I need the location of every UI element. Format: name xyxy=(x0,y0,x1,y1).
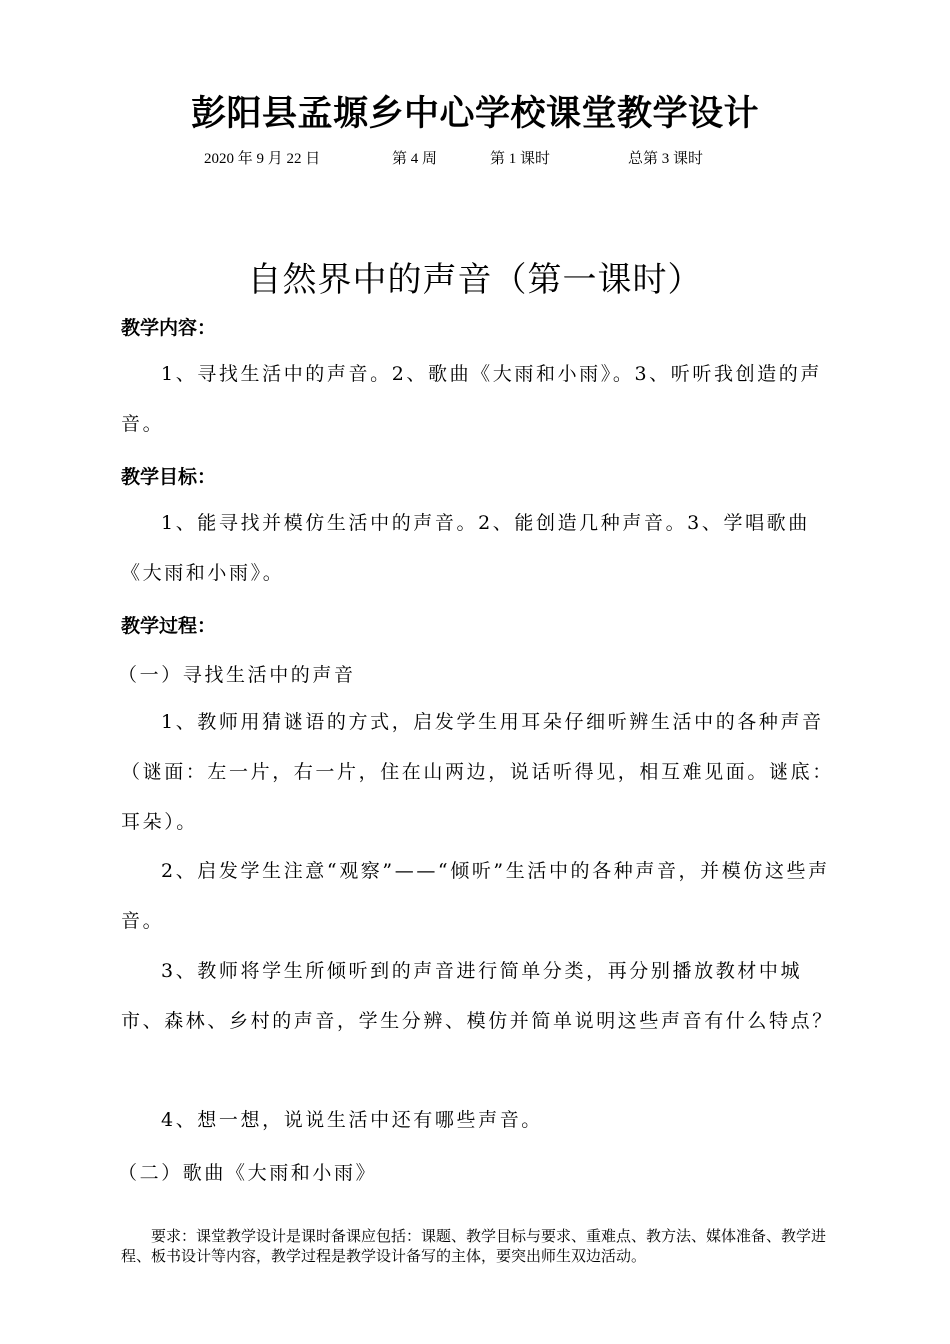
step-2-text: 2、启发学生注意“观察”——“倾听”生活中的各种声音，并模仿这些声音。 xyxy=(121,860,830,932)
lesson-title: 自然界中的声音（第一课时） xyxy=(247,260,703,300)
lesson-week: 第 4 周 xyxy=(392,151,438,167)
step-3-text: 3、教师将学生所倾听到的声音进行简单分类，再分别播放教材中城市、森林、乡村的声音，学生分辨、模仿并简单说明这些声音有什么特点？ xyxy=(121,960,834,1032)
goals-text: 1、能寻找并模仿生活中的声音。2、能创造几种声音。3、学唱歌曲《大雨和小雨》。 xyxy=(121,512,810,584)
part1-heading: （一）寻找生活中的声音 xyxy=(118,664,356,686)
lesson-period: 第 1 课时 xyxy=(490,151,551,167)
content-heading: 教学内容： xyxy=(121,317,217,339)
process-heading: 教学过程： xyxy=(121,615,217,637)
lesson-meta xyxy=(0,147,950,169)
goals-heading: 教学目标： xyxy=(121,466,217,488)
content-text: 1、寻找生活中的声音。2、歌曲《大雨和小雨》。3、听听我创造的声音。 xyxy=(121,363,822,435)
lesson-date: 2020 年 9 月 22 日 xyxy=(204,151,321,167)
lesson-total: 总第 3 课时 xyxy=(628,151,704,167)
school-title: 彭阳县孟塬乡中心学校课堂教学设计 xyxy=(190,93,759,134)
part2-heading: （二）歌曲《大雨和小雨》 xyxy=(118,1162,378,1184)
step-4-text: 4、想一想，说说生活中还有哪些声音。 xyxy=(161,1109,543,1131)
step-1-text: 1、教师用猜谜语的方式，启发学生用耳朵仔细听辨生活中的各种声音（谜面：左一片，右一片，住在山两边，说话听得见，相互难见面。谜底：耳朵）。 xyxy=(121,711,834,833)
footer-requirement-note: 要求：课堂教学设计是课时备课应包括：课题、教学目标与要求、重难点、教方法、媒体准备、教学进程、板书设计等内容，教学过程是教学设计备写的主体，要突出师生双边活动。 xyxy=(121,1227,827,1265)
